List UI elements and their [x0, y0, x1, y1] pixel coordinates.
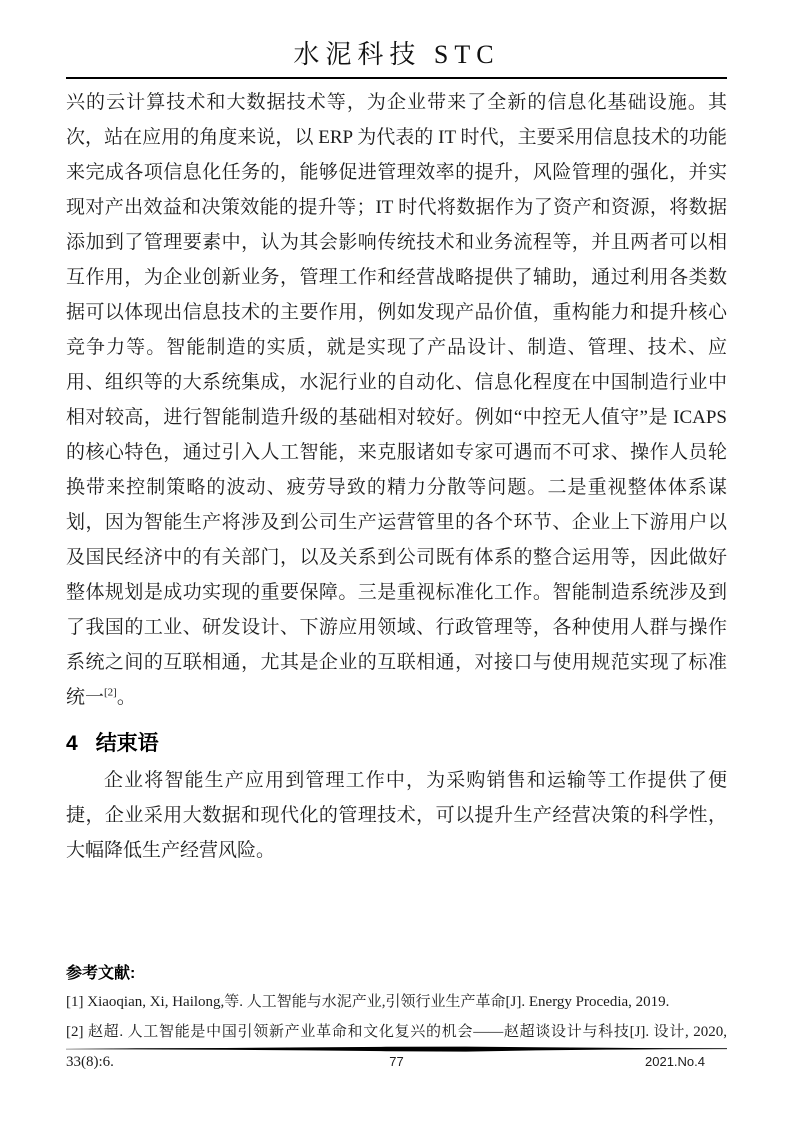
section-title: 结束语: [95, 732, 159, 755]
citation-marker: [2]: [104, 686, 117, 699]
header-rule: [66, 77, 727, 79]
body-paragraph-text: 兴的云计算技术和大数据技术等，为企业带来了全新的信息化基础设施。其次，站在应用的角度来说，以 ERP 为代表的 IT 时代，主要采用信息技术的功能来完成各项信息化任务的，能够促进管理效率的提升，风险管理的强化，并实现对产出效益和决策效能的提升等；IT 时代将数据作为了资产和资源，将数据添加到了管理要素中，认为其会影响传统技术和业务流程等，并且两者可以相互作用，为企业创新业务，管理工作和经营战略提供了辅助，通过利用各类数据可以体现出信息技术的主要作用，例如发现产品价值，重构能力和提升核心竞争力等。智能制造的实质，就是实现了产品设计、制造、管理、技术、应用、组织等的大系统集成，水泥行业的自动化、信息化程度在中国制造行业中相对较高，进行智能制造升级的基础相对较好。例如“中控无人值守”是 ICAPS 的核心特色，通过引入人工智能，来克服诸如专家可遇而不可求、操作人员轮换带来控制策略的波动、疲劳导致的精力分散等问题。二是重视整体体系谋划，因为智能生产将涉及到公司生产运营管里的各个环节、企业上下游用户以及国民经济中的有关部门，以及关系到公司既有体系的整合运用等，因此做好整体规划是成功实现的重要保障。三是重视标准化工作。智能制造系统涉及到了我国的工业、研发设计、下游应用领域、行政管理等，各种使用人群与操作系统之间的互联相通，尤其是企业的互联相通，对接口与使用规范实现了标准统一: [66, 92, 727, 708]
section-number: 4: [66, 732, 78, 755]
body-paragraph: [66, 85, 727, 715]
footer-meta: [66, 1054, 727, 1069]
journal-header: [66, 40, 727, 70]
reference-item: [2] 赵超. 人工智能是中国引领新产业革命和文化复兴的机会——赵超谈设计与科技[J]. 设计, 2020, 33(8):6.: [66, 1024, 727, 1070]
issue-number: 2021.No.4: [645, 1054, 705, 1069]
page-footer: [66, 1046, 727, 1069]
references-heading: 参考文献:: [66, 965, 136, 982]
section-heading: [66, 727, 727, 757]
page-number: 77: [389, 1054, 404, 1069]
conclusion-paragraph: 企业将智能生产应用到管理工作中，为采购销售和运输等工作提供了便捷，企业采用大数据和现代化的管理技术，可以提升生产经营决策的科学性，大幅降低生产经营风险。: [66, 770, 727, 861]
body-paragraph-tail: 。: [116, 687, 136, 708]
reference-item: [1] Xiaoqian, Xi, Hailong,等. 人工智能与水泥产业,引领行业生产革命[J]. Energy Procedia, 2019.: [66, 994, 670, 1010]
footer-decorative-rule: [66, 1046, 727, 1053]
journal-title: 水泥科技 STC: [293, 40, 500, 69]
